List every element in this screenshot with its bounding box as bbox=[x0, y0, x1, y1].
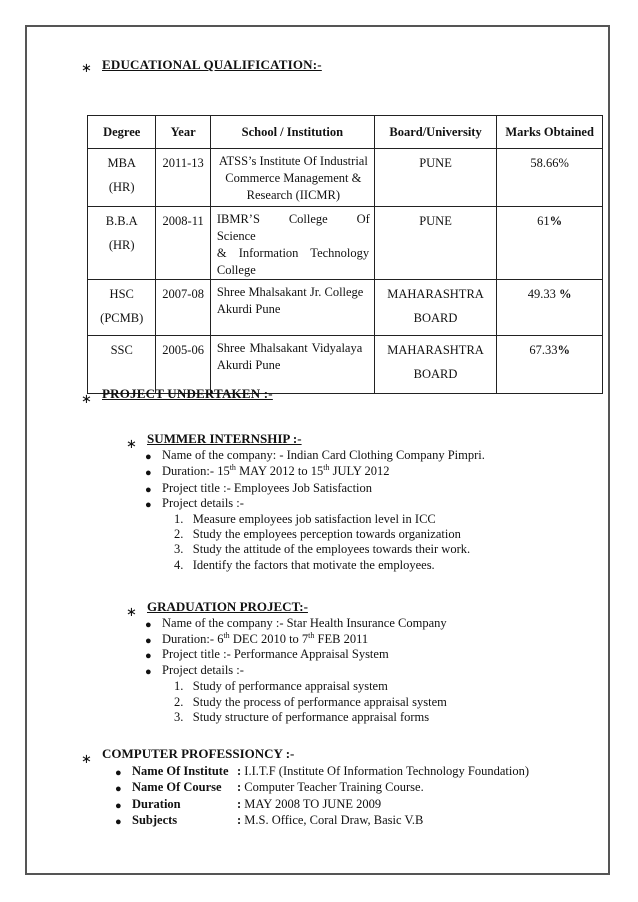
graduation-company: Name of the company :- Star Health Insurance Company bbox=[162, 616, 447, 630]
institution-cell: ATSS’s Institute Of Industrial Commerce Management & Research (IICMR) bbox=[210, 149, 374, 207]
degree-cell: HSC (PCMB) bbox=[88, 280, 156, 336]
marks-cell: 58.66% bbox=[497, 149, 603, 207]
list-item: 3. Study structure of performance appraisal forms bbox=[174, 710, 430, 724]
list-item: 1. Study of performance appraisal system bbox=[174, 679, 388, 693]
col-header-marks: Marks Obtained bbox=[497, 116, 603, 149]
bullet-icon: ● bbox=[115, 783, 122, 795]
bullet-icon: ● bbox=[145, 650, 152, 662]
table-row bbox=[88, 149, 603, 207]
board-cell: MAHARASHTRA BOARD bbox=[374, 336, 496, 394]
bullet-icon: ● bbox=[145, 467, 152, 479]
computer-value: : Computer Teacher Training Course. bbox=[237, 780, 424, 794]
list-item: 4. Identify the factors that motivate the employees. bbox=[174, 558, 435, 572]
marks-cell: 67.33% bbox=[497, 336, 603, 394]
summer-company: Name of the company: - Indian Card Clothing Company Pimpri. bbox=[162, 448, 485, 462]
education-table bbox=[87, 115, 603, 394]
table-row bbox=[88, 336, 603, 394]
degree-cell: SSC bbox=[88, 336, 156, 394]
computer-value: : M.S. Office, Coral Draw, Basic V.B bbox=[237, 813, 424, 827]
institution-cell: Shree Mhalsakant Jr. College Akurdi Pune bbox=[210, 280, 374, 336]
computer-label: Duration bbox=[132, 797, 181, 811]
computer-label: Name Of Course bbox=[132, 780, 222, 794]
section-star-icon: ∗ bbox=[81, 391, 92, 406]
col-header-board: Board/University bbox=[374, 116, 496, 149]
list-item: 1. Measure employees job satisfaction level in ICC bbox=[174, 512, 436, 526]
education-heading: EDUCATIONAL QUALIFICATION:- bbox=[102, 57, 322, 72]
section-star-icon: ∗ bbox=[81, 60, 92, 75]
bullet-icon: ● bbox=[145, 619, 152, 631]
year-cell: 2007-08 bbox=[156, 280, 210, 336]
bullet-icon: ● bbox=[145, 666, 152, 678]
col-header-institution: School / Institution bbox=[210, 116, 374, 149]
summer-details-label: Project details :- bbox=[162, 496, 244, 510]
col-header-degree: Degree bbox=[88, 116, 156, 149]
bullet-icon: ● bbox=[145, 484, 152, 496]
resume-page bbox=[25, 25, 610, 875]
year-cell: 2008-11 bbox=[156, 207, 210, 280]
subsection-star-icon: ∗ bbox=[126, 604, 137, 619]
computer-value: : I.I.T.F (Institute Of Information Technology Foundation) bbox=[237, 764, 530, 778]
institution-cell: Shree Mhalsakant Vidyalaya Akurdi Pune bbox=[210, 336, 374, 394]
year-cell: 2005-06 bbox=[156, 336, 210, 394]
table-row bbox=[88, 207, 603, 280]
bullet-icon: ● bbox=[145, 499, 152, 511]
table-row bbox=[88, 280, 603, 336]
project-heading: PROJECT UNDERTAKEN :- bbox=[102, 386, 273, 401]
bullet-icon: ● bbox=[115, 767, 122, 779]
subsection-star-icon: ∗ bbox=[126, 436, 137, 451]
degree-cell: MBA (HR) bbox=[88, 149, 156, 207]
board-cell: MAHARASHTRA BOARD bbox=[374, 280, 496, 336]
summer-project-title: Project title :- Employees Job Satisfaction bbox=[162, 481, 373, 495]
year-cell: 2011-13 bbox=[156, 149, 210, 207]
computer-heading: COMPUTER PROFESSIONCY :- bbox=[102, 746, 295, 761]
list-item: 2. Study the employees perception towards organization bbox=[174, 527, 461, 541]
computer-label: Subjects bbox=[132, 813, 178, 827]
summer-duration: Duration:- 15th MAY 2012 to 15th JULY 2012 bbox=[162, 462, 390, 478]
list-item: 2. Study the process of performance appraisal system bbox=[174, 695, 447, 709]
board-cell: PUNE bbox=[374, 207, 496, 280]
graduation-duration: Duration:- 6th DEC 2010 to 7th FEB 2011 bbox=[162, 630, 369, 646]
bullet-icon: ● bbox=[145, 451, 152, 463]
col-header-year: Year bbox=[156, 116, 210, 149]
computer-label: Name Of Institute bbox=[132, 764, 229, 778]
degree-cell: B.B.A (HR) bbox=[88, 207, 156, 280]
table-header-row bbox=[88, 116, 603, 149]
section-star-icon: ∗ bbox=[81, 751, 92, 766]
graduation-project-title: Project title :- Performance Appraisal System bbox=[162, 647, 389, 661]
graduation-details-label: Project details :- bbox=[162, 663, 244, 677]
bullet-icon: ● bbox=[115, 800, 122, 812]
bullet-icon: ● bbox=[115, 816, 122, 828]
summer-internship-title: SUMMER INTERNSHIP :- bbox=[147, 431, 302, 446]
list-item: 3. Study the attitude of the employees towards their work. bbox=[174, 542, 471, 556]
institution-cell: IBMR’S College Of Science & Information Technology College bbox=[210, 207, 374, 280]
computer-value: : MAY 2008 TO JUNE 2009 bbox=[237, 797, 382, 811]
graduation-project-title: GRADUATION PROJECT:- bbox=[147, 599, 308, 614]
board-cell: PUNE bbox=[374, 149, 496, 207]
marks-cell: 49.33 % bbox=[497, 280, 603, 336]
marks-cell: 61% bbox=[497, 207, 603, 280]
bullet-icon: ● bbox=[145, 635, 152, 647]
